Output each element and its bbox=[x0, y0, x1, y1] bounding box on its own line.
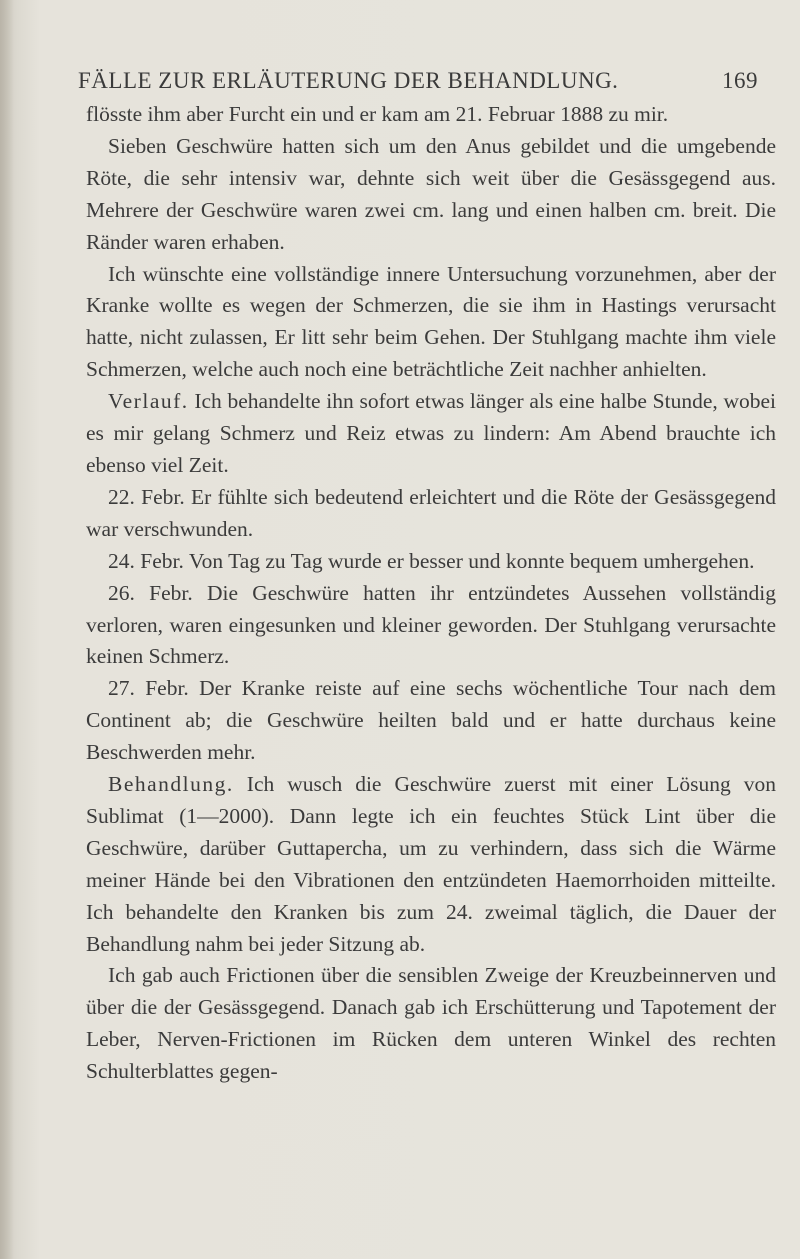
paragraph-text: 22. Febr. Er fühlte sich bedeutend erleichtert und die Röte der Gesässgegend war verschwunden. bbox=[86, 484, 776, 541]
running-title: FÄLLE ZUR ERLÄUTERUNG DER BEHANDLUNG. bbox=[78, 68, 619, 93]
page-number: 169 bbox=[722, 68, 758, 93]
paragraph bbox=[86, 99, 776, 131]
paragraph-text: Ich behandelte ihn sofort etwas länger als eine halbe Stunde, wobei es mir gelang Schmerz und Reiz etwas zu lindern: Am Abend brauchte ich ebenso viel Zeit. bbox=[86, 389, 776, 477]
paragraph bbox=[86, 482, 776, 546]
paragraph-text: Ich wünschte eine vollständige innere Untersuchung vorzunehmen, aber der Kranke wollte es wegen der Schmerzen, die sie ihm in Hastings verursacht hatte, nicht zulassen, Er litt sehr beim Gehen. Der Stuhlgang machte ihm viele Schmerzen, welche auch noch eine beträchtliche Zeit nachher anhielten. bbox=[86, 261, 776, 382]
running-header bbox=[78, 68, 758, 94]
paragraph bbox=[86, 769, 776, 960]
paragraph bbox=[86, 386, 776, 482]
paragraph bbox=[86, 960, 776, 1088]
paragraph-text: 27. Febr. Der Kranke reiste auf eine sechs wöchentliche Tour nach dem Continent ab; die Geschwüre heilten bald und er hatte durchaus keine Beschwerden mehr. bbox=[86, 676, 776, 765]
paragraph-text: flösste ihm aber Furcht ein und er kam am 21. Februar 1888 zu mir. bbox=[86, 102, 669, 126]
paragraph bbox=[86, 546, 776, 578]
paragraph-text: Ich gab auch Frictionen über die sensiblen Zweige der Kreuzbeinnerven und über die der Gesässgegend. Danach gab ich Erschütterung und Tapotement der Leber, Nerven-Frictionen im Rücken dem unteren Winkel des rechten Schulterblattes gegen- bbox=[86, 963, 776, 1084]
paragraph bbox=[86, 259, 776, 387]
paragraph bbox=[86, 578, 776, 674]
paragraph bbox=[86, 673, 776, 769]
paragraph-text: 24. Febr. Von Tag zu Tag wurde er besser und konnte bequem umhergehen. bbox=[108, 548, 755, 573]
paragraph-text: 26. Febr. Die Geschwüre hatten ihr entzündetes Aussehen vollständig verloren, waren eingesunken und kleiner geworden. Der Stuhlgang verursachte keinen Schmerz. bbox=[86, 580, 776, 669]
paragraph-text: Sieben Geschwüre hatten sich um den Anus gebildet und die umgebende Röte, die sehr intensiv war, dehnte sich weit über die Gesässgegend aus. Mehrere der Geschwüre waren zwei cm. lang und einen halben cm. breit. Die Ränder waren erhaben. bbox=[86, 133, 776, 254]
section-lead: Behandlung. bbox=[108, 772, 234, 797]
paragraph bbox=[86, 131, 776, 259]
binding-gutter bbox=[0, 0, 14, 1259]
paragraph-text: Ich wusch die Geschwüre zuerst mit einer Lösung von Sublimat (1—2000). Dann legte ich ein feuchtes Stück Lint über die Geschwüre, darüber Guttapercha, um zu verhindern, dass sich die Wärme meiner Hände bei den Vibrationen den entzündeten Haemorrhoiden mitteilte. Ich behandelte den Kranken bis zum 24. zweimal täglich, die Dauer der Behandlung nahm bei jeder Sitzung ab. bbox=[86, 772, 776, 956]
section-lead: Verlauf. bbox=[108, 389, 189, 414]
body-text bbox=[86, 99, 776, 1088]
